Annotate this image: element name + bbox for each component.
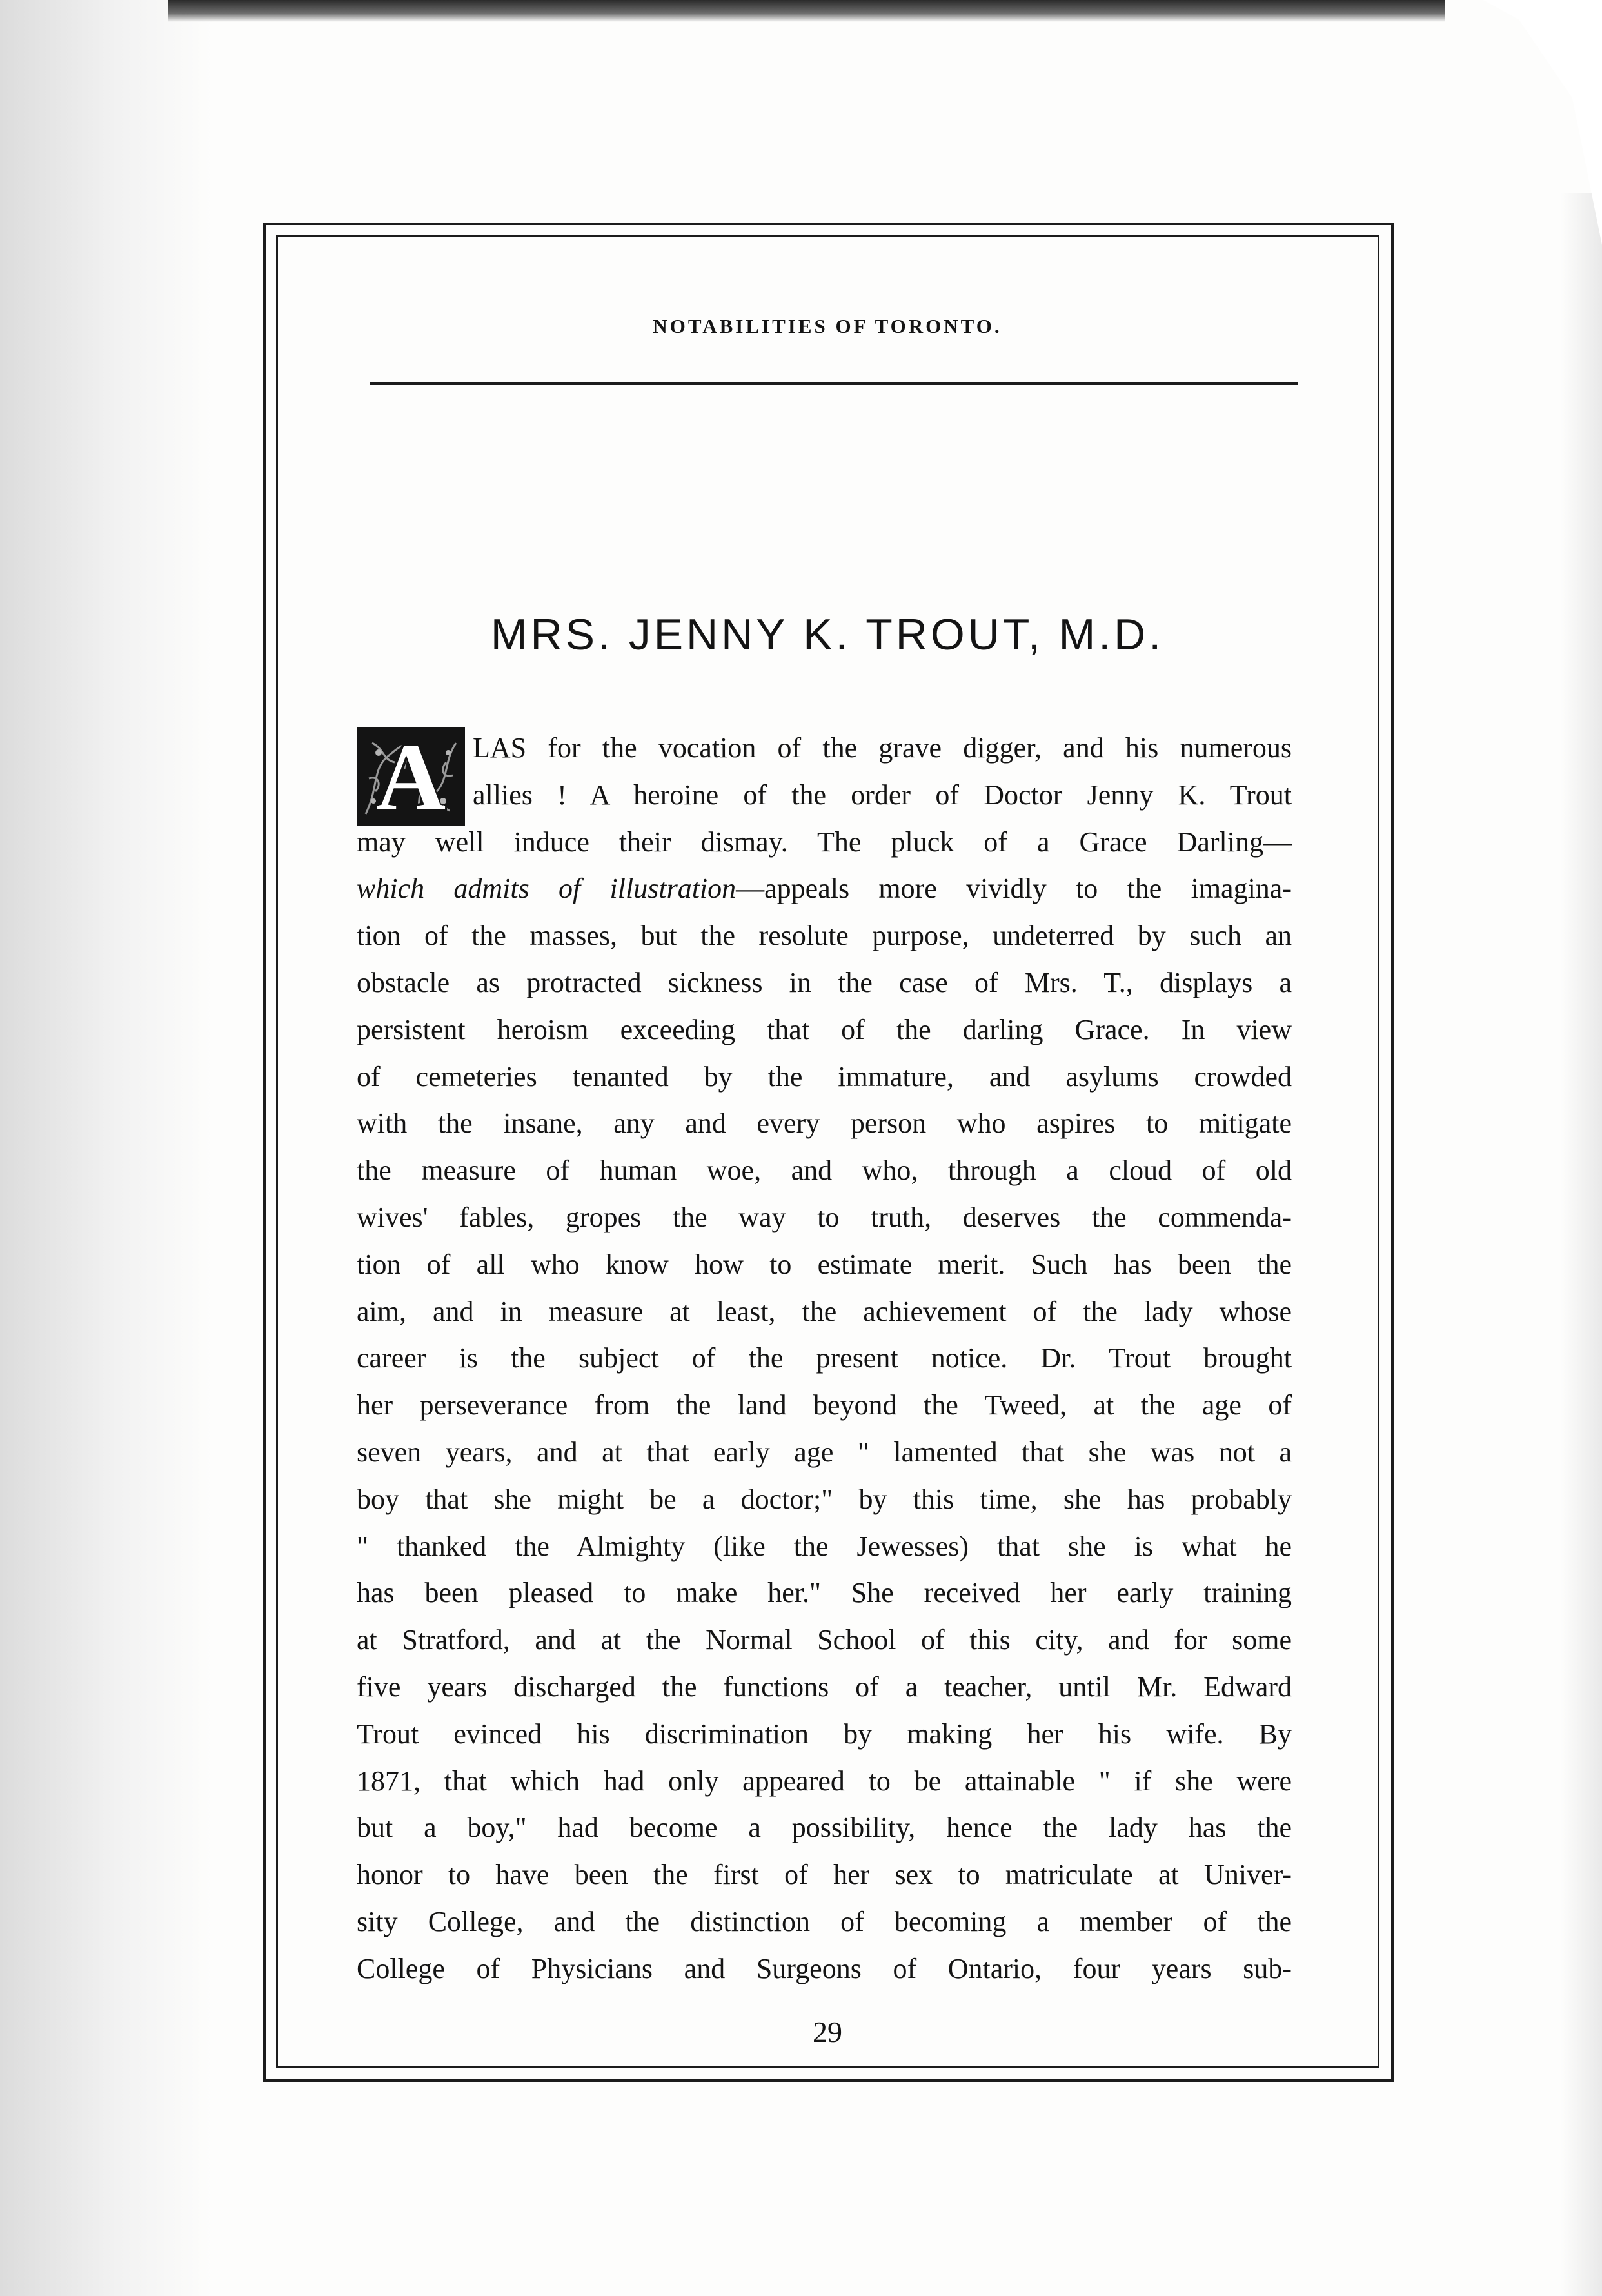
body-text-line [357, 913, 1292, 960]
body-text-line [357, 1664, 1292, 1711]
body-text-line [357, 1617, 1292, 1664]
body-text-line [357, 1007, 1292, 1054]
page-shadow-top [168, 0, 1445, 22]
line-text: boy that she might be a doctor;" by this time, she has probably [357, 1483, 1292, 1515]
line-text: career is the subject of the present notice. Dr. Trout brought [357, 1342, 1292, 1374]
line-text: Trout evinced his discrimination by making her his wife. By [357, 1717, 1292, 1750]
body-text-line [357, 1852, 1292, 1899]
page-number: 29 [813, 2015, 842, 2048]
line-text: but a boy," had become a possibility, hence the lady has the [357, 1812, 1292, 1844]
body-text-line [357, 1805, 1292, 1852]
line-text: —appeals more vividly to the imagina- [736, 873, 1292, 905]
body-text-line [357, 1289, 1292, 1336]
line-text: has been pleased to make her." She received her early training [357, 1577, 1292, 1609]
line-text: obstacle as protracted sickness in the case of Mrs. T., displays a [357, 966, 1292, 998]
body-text-line [357, 1476, 1292, 1523]
body-text-line [357, 1242, 1292, 1289]
line-text: LAS for the vocation of the grave digger, and his numerous [473, 732, 1292, 764]
body-text-line [357, 725, 1292, 772]
body-text-line [357, 1054, 1292, 1101]
article-title: MRS. JENNY K. TROUT, M.D. [490, 610, 1165, 659]
line-text: may well induce their dismay. The pluck of a Grace Darling— [357, 826, 1292, 858]
line-text: allies ! A heroine of the order of Doctor Jenny K. Trout [473, 778, 1292, 811]
line-text: with the insane, any and every person who aspires to mitigate [357, 1107, 1292, 1140]
line-text: tion of all who know how to estimate merit. Such has been the [357, 1248, 1292, 1280]
line-text: her perseverance from the land beyond the Tweed, at the age of [357, 1389, 1292, 1421]
line-text: " thanked the Almighty (like the Jewesses) that she is what he [357, 1530, 1292, 1562]
body-text-line [357, 1194, 1292, 1242]
line-text: College of Physicians and Surgeons of Ontario, four years sub- [357, 1952, 1292, 1984]
body-text-line [357, 772, 1292, 819]
line-text: tion of the masses, but the resolute purpose, undeterred by such an [357, 920, 1292, 952]
line-text: five years discharged the functions of a teacher, until Mr. Edward [357, 1670, 1292, 1703]
line-text: seven years, and at that early age " lamented that she was not a [357, 1436, 1292, 1468]
drop-cap-letter: A [375, 727, 446, 826]
body-text-line [357, 1758, 1292, 1805]
line-text: the measure of human woe, and who, through a cloud of old [357, 1154, 1292, 1187]
line-text: persistent heroism exceeding that of the darling Grace. In view [357, 1013, 1292, 1045]
body-text-line [357, 1711, 1292, 1758]
body-text-line [357, 1523, 1292, 1570]
line-text: aim, and in measure at least, the achievement of the lady whose [357, 1295, 1292, 1327]
body-text-line [357, 1429, 1292, 1476]
line-text: honor to have been the first of her sex to matriculate at Univer- [357, 1859, 1292, 1891]
running-head: NOTABILITIES OF TORONTO. [653, 315, 1002, 337]
page-shadow-right [1561, 193, 1602, 2296]
body-text-line [357, 960, 1292, 1007]
body-text-line [357, 1946, 1292, 1993]
line-text: at Stratford, and at the Normal School of this city, and for some [357, 1624, 1292, 1656]
header-rule [370, 382, 1298, 385]
body-text-line [357, 1335, 1292, 1382]
italic-phrase: which admits of illustration [357, 873, 737, 905]
line-text: sity College, and the distinction of becoming a member of the [357, 1905, 1292, 1937]
body-text-line [357, 1147, 1292, 1194]
body-text-line [357, 1382, 1292, 1429]
body-text-line [357, 819, 1292, 866]
body-text-line [357, 1899, 1292, 1946]
line-text: 1871, that which had only appeared to be attainable " if she were [357, 1765, 1292, 1797]
body-text-line [357, 1100, 1292, 1147]
body-text-line [357, 866, 1292, 913]
line-text: wives' fables, gropes the way to truth, deserves the commenda- [357, 1201, 1292, 1233]
line-text: of cemeteries tenanted by the immature, and asylums crowded [357, 1060, 1292, 1093]
body-text-line [357, 1570, 1292, 1617]
page-shadow-left [0, 0, 213, 2296]
article-body [357, 725, 1292, 1993]
